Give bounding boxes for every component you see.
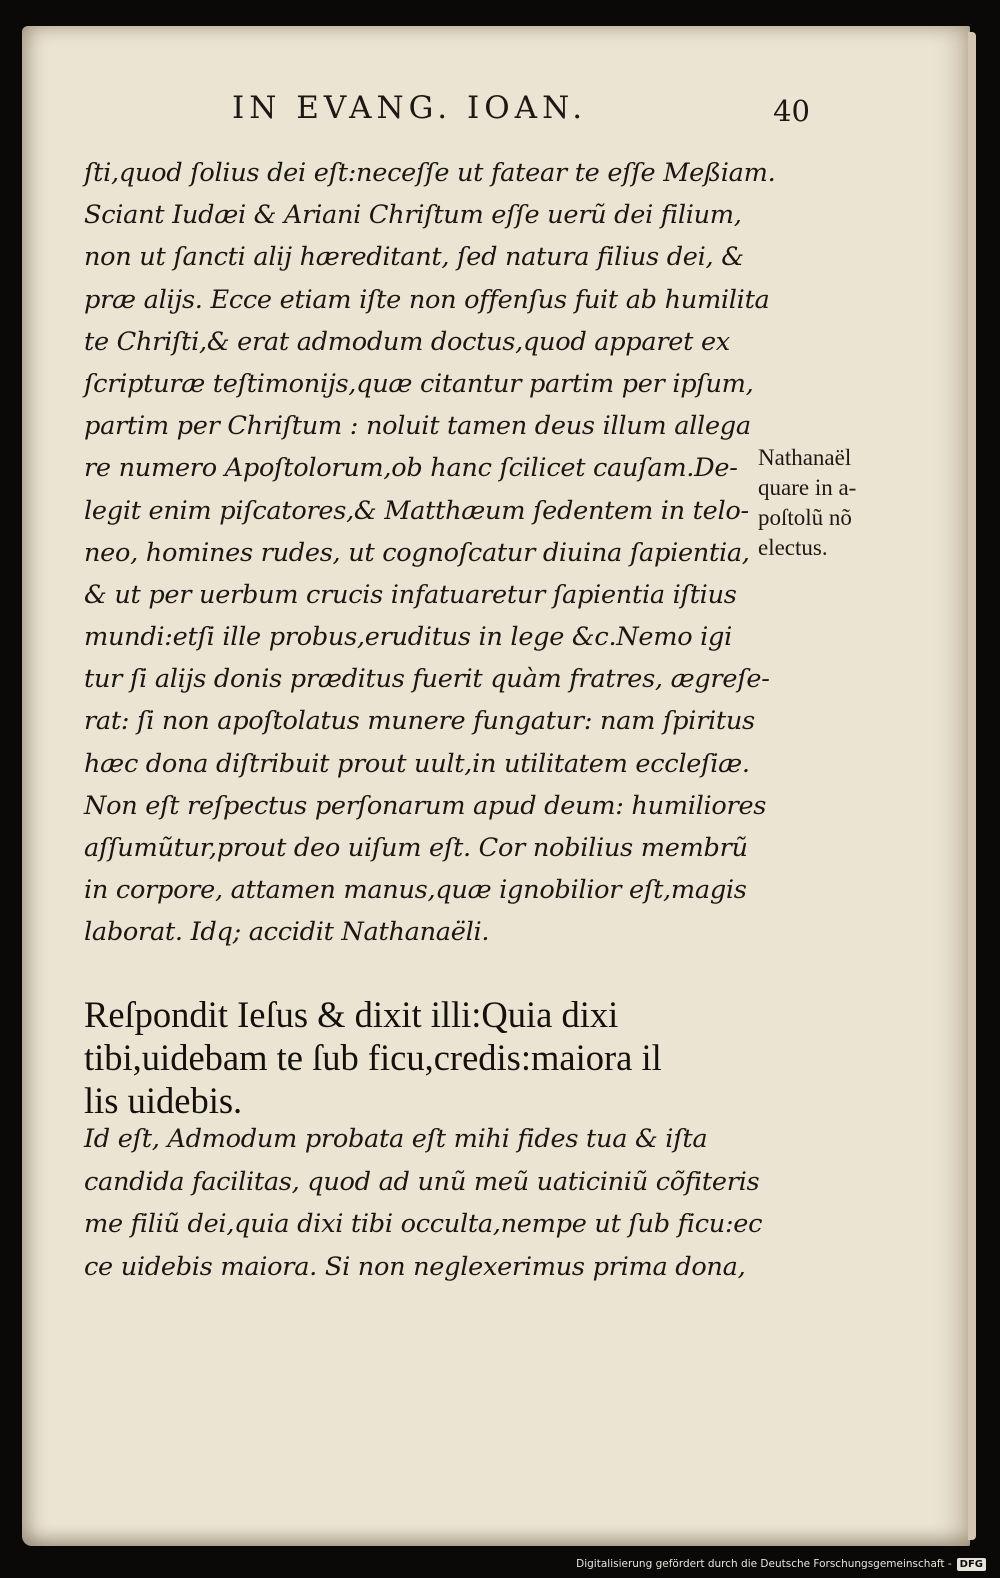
marginal-note: [758, 443, 918, 563]
page-header: [210, 88, 810, 128]
text-line: me filiũ dei,quia dixi tibi occulta,nempe ut ſub ficu:ec: [84, 1209, 763, 1239]
text-line: ſti,quod ſolius dei eſt:neceſſe ut fatear te eſſe Meßiam.: [84, 158, 776, 188]
digitization-footer: [576, 1554, 986, 1574]
marginal-line: quare in a-: [758, 475, 857, 500]
text-line: legit enim piſcatores,& Matthæum ſedentem in telo-: [84, 495, 749, 526]
marginal-line: Nathanaël: [758, 445, 852, 470]
text-line: re numero Apoſtolorum,ob hanc ſcilicet cauſam.De-: [84, 453, 738, 484]
page-edge: [968, 32, 976, 1540]
funding-credit: Digitalisierung gefördert durch die Deutsche Forschungsgemeinschaft -: [576, 1558, 952, 1570]
text-line: Id eſt, Admodum probata eſt mihi fides tua & iſta: [84, 1124, 708, 1154]
text-line: rat: ſi non apoſtolatus munere fungatur: nam ſpiritus: [84, 706, 755, 737]
text-line: Non eſt reſpectus perſonarum apud deum: humiliores: [84, 790, 767, 821]
text-line: te Chriſti,& erat admodum doctus,quod apparet ex: [84, 326, 730, 357]
text-line: & ut per uerbum crucis infatuaretur ſapientia iſtius: [84, 579, 737, 610]
verse-commentary: [84, 1118, 763, 1288]
marginal-line: electus.: [758, 535, 828, 560]
marginal-line: poſtolũ nõ: [758, 505, 852, 530]
commentary-text: [84, 152, 776, 954]
text-line: laborat. Idq; accidit Nathanaëli.: [84, 917, 490, 948]
text-line: præ alijs. Ecce etiam iſte non offenſus fuit ab humilita: [84, 284, 770, 315]
text-line: ſcripturæ teſtimonijs,quæ citantur partim per ipſum,: [84, 368, 754, 399]
text-line: aſſumũtur,prout deo uiſum eſt. Cor nobilius membrũ: [84, 833, 748, 863]
text-line: hæc dona diſtribuit prout uult,in utilitatem eccleſiæ.: [84, 748, 750, 779]
text-line: tur ſi alijs donis præditus fuerit quàm fratres, ægreſe-: [84, 664, 770, 695]
text-line: ce uidebis maiora. Si non neglexerimus prima dona,: [84, 1251, 746, 1282]
text-line: neo, homines rudes, ut cognoſcatur diuina ſapientia,: [84, 537, 750, 568]
verse-line: tibi,uidebam te ſub ficu,credis:maiora il: [84, 1037, 662, 1078]
verse-line: lis uidebis.: [84, 1080, 243, 1121]
text-line: mundi:etſi ille probus,eruditus in lege &c.Nemo igi: [84, 622, 732, 653]
verse-line: Reſpondit Ieſus & dixit illi:Quia dixi: [84, 994, 619, 1035]
text-line: candida facilitas, quod ad unũ meũ uaticiniũ cõfiteris: [84, 1166, 760, 1197]
text-line: in corpore, attamen manus,quæ ignobilior eſt,magis: [84, 875, 747, 906]
running-head: IN EVANG. IOAN.: [232, 90, 588, 126]
scripture-verse: [84, 993, 744, 1122]
dfg-logo: DFG: [957, 1558, 986, 1571]
folio-number: 40: [773, 94, 810, 128]
text-line: partim per Chriſtum : noluit tamen deus illum allega: [84, 411, 751, 442]
text-line: non ut ſancti alij hæreditant, ſed natura filius dei, &: [84, 242, 744, 273]
text-line: Sciant Iudæi & Ariani Chriſtum eſſe uerũ dei filium,: [84, 200, 742, 231]
